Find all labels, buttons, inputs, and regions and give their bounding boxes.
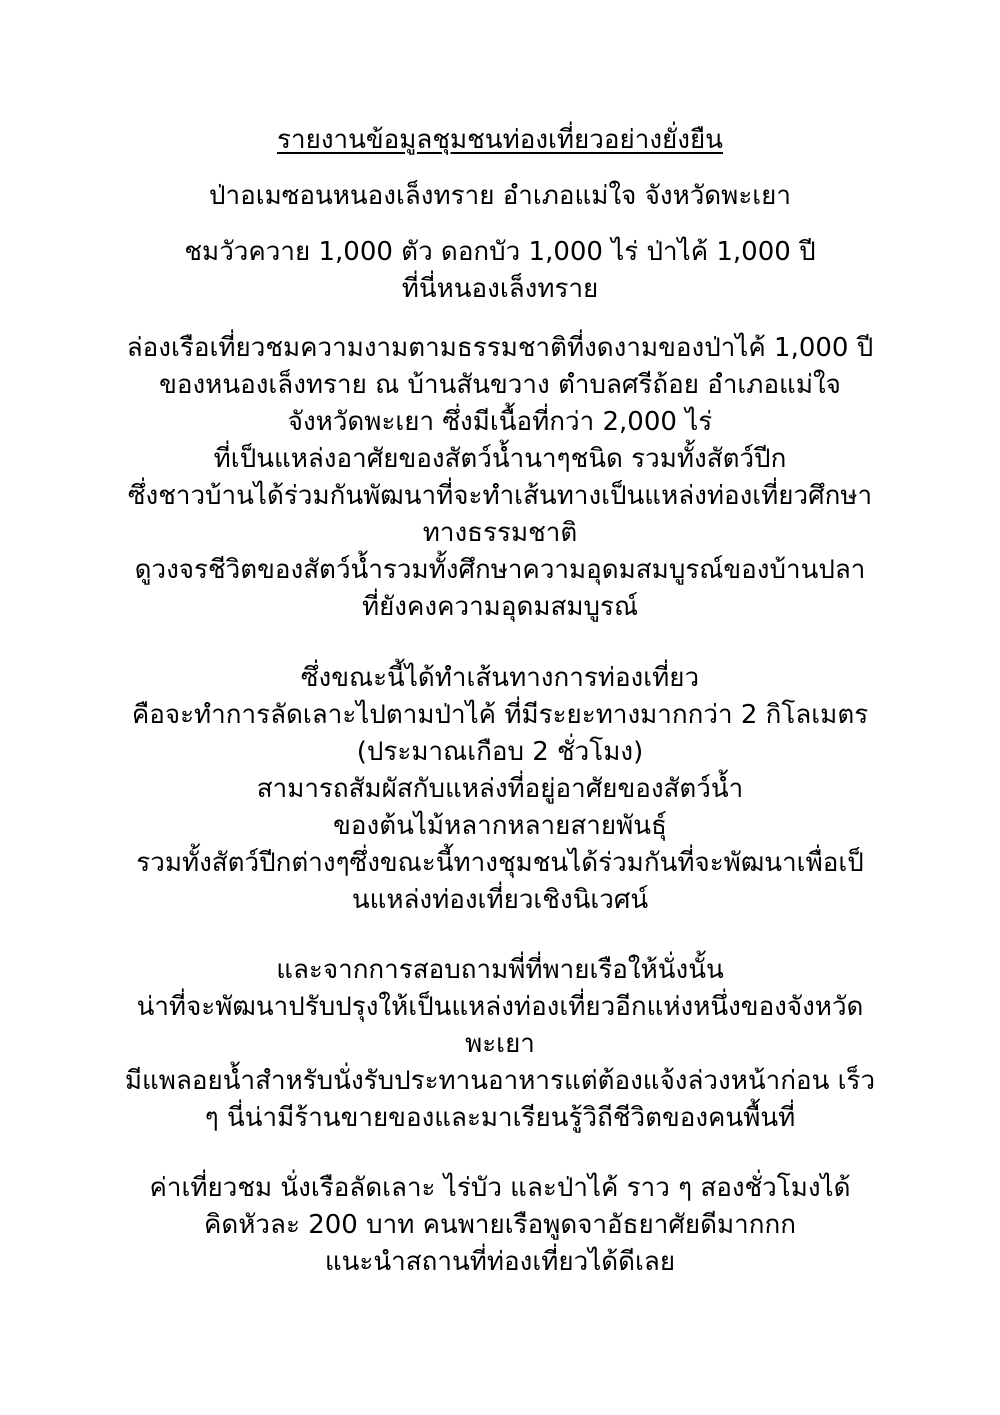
- text-line: คือจะทำการลัดเลาะไปตามป่าไค้ ที่มีระยะทางมากกว่า 2 กิโลเมตร: [131, 700, 869, 730]
- text-line: ชมวัวควาย 1,000 ตัว ดอกบัว 1,000 ไร่ ป่าไค้ 1,000 ปี: [184, 237, 816, 267]
- text-line: และจากการสอบถามพี่ที่พายเรือให้นั่งนั้น: [276, 955, 724, 985]
- text-line: สามารถสัมผัสกับแหล่งที่อยู่อาศัยของสัตว์น้ำ: [256, 774, 744, 804]
- text-line: ค่าเที่ยวชม นั่งเรือลัดเลาะ ไร่บัว และป่าไค้ ราว ๆ สองชั่วโมงได้: [149, 1173, 851, 1203]
- text-line: จังหวัดพะเยา ซึ่งมีเนื้อที่กว่า 2,000 ไร่: [287, 407, 713, 437]
- paragraph-interview: [60, 952, 940, 1137]
- text-line: น่าที่จะพัฒนาปรับปรุงให้เป็นแหล่งท่องเที่ยวอีกแห่งหนึ่งของจังหวัด: [136, 992, 864, 1022]
- text-line: ป่าอเมซอนหนองเล็งทราย อำเภอแม่ใจ จังหวัดพะเยา: [208, 181, 792, 211]
- text-line: คิดหัวละ 200 บาท คนพายเรือพูดจาอัธยาศัยดีมากกก: [204, 1210, 796, 1240]
- paragraph-route: [60, 660, 940, 919]
- paragraph-location: [60, 178, 940, 215]
- text-line: ดูวงจรชีวิตของสัตว์น้ำรวมทั้งศึกษาความอุดมสมบูรณ์ของบ้านปลา: [134, 555, 866, 585]
- text-line: ๆ นี่น่ามีร้านขายของและมาเรียนรู้วิถีชีวิตของคนพื้นที่: [204, 1103, 796, 1133]
- document-page: [60, 0, 940, 1415]
- text-line: นแหล่งท่องเที่ยวเชิงนิเวศน์: [351, 885, 649, 915]
- text-line: ของต้นไม้หลากหลายสายพันธุ์: [333, 811, 667, 841]
- paragraph-description: [60, 330, 940, 626]
- text-line: มีแพลอยน้ำสำหรับนั่งรับประทานอาหารแต่ต้องแจ้งล่วงหน้าก่อน เร็ว: [124, 1066, 876, 1096]
- text-line: พะเยา: [465, 1029, 535, 1059]
- document-title: รายงานข้อมูลชุมชนท่องเที่ยวอย่างยั่งยืน: [277, 125, 723, 155]
- text-line: ที่นี่หนองเล็งทราย: [401, 274, 599, 304]
- paragraph-price: [60, 1170, 940, 1281]
- text-line: ที่ยังคงความอุดมสมบูรณ์: [361, 592, 639, 622]
- text-line: รวมทั้งสัตว์ปีกต่างๆซึ่งขณะนี้ทางชุมชนได้ร่วมกันที่จะพัฒนาเพื่อเป็: [136, 848, 864, 878]
- text-line: แนะนำสถานที่ท่องเที่ยวได้ดีเลย: [324, 1247, 676, 1277]
- text-line: ของหนองเล็งทราย ณ บ้านสันขวาง ตำบลศรีถ้อย อำเภอแม่ใจ: [159, 370, 841, 400]
- text-line: ซึ่งขณะนี้ได้ทำเส้นทางการท่องเที่ยว: [300, 663, 700, 693]
- text-line: ที่เป็นแหล่งอาศัยของสัตว์น้ำนาๆชนิด รวมทั้งสัตว์ปีก: [213, 444, 787, 474]
- text-line: ซึ่งชาวบ้านได้ร่วมกันพัฒนาที่จะทำเส้นทางเป็นแหล่งท่องเที่ยวศึกษา: [127, 481, 873, 511]
- paragraph-highlights: [60, 234, 940, 308]
- text-line: (ประมาณเกือบ 2 ชั่วโมง): [356, 737, 644, 767]
- text-line: ล่องเรือเที่ยวชมความงามตามธรรมชาติที่งดงามของป่าไค้ 1,000 ปี: [126, 333, 874, 363]
- text-line: ทางธรรมชาติ: [422, 518, 578, 548]
